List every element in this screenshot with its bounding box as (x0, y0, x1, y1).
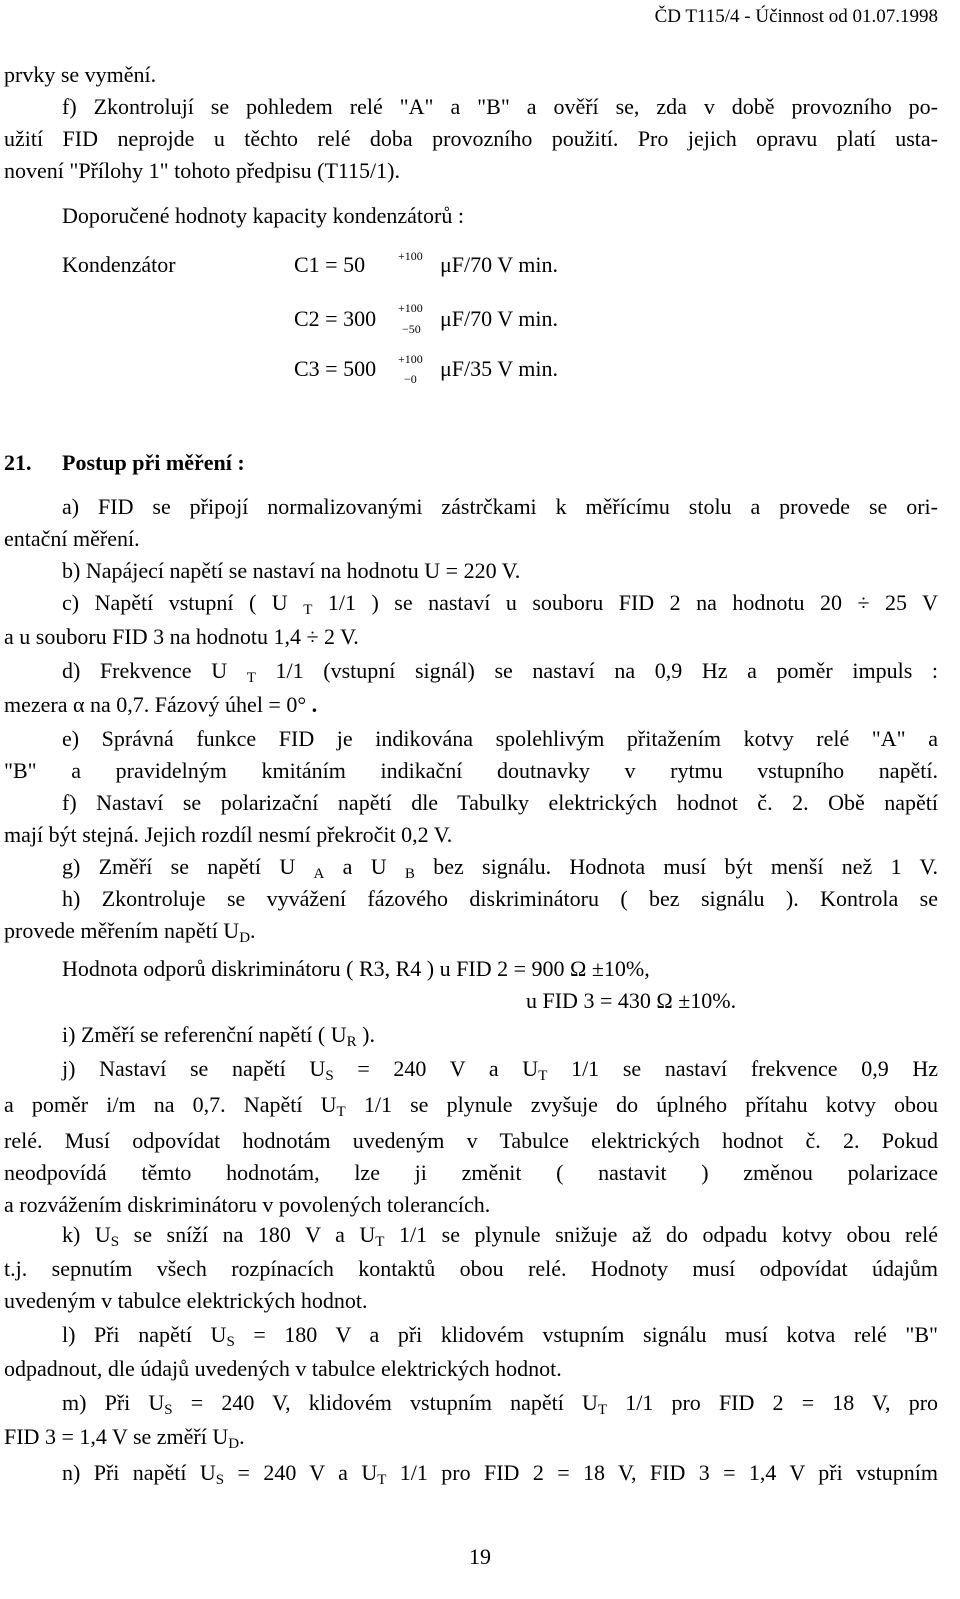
text-line: a u souboru FID 3 na hodnotu 1,4 ÷ 2 V. (4, 624, 359, 649)
section-heading: Postup při měření : (62, 450, 245, 475)
capacitor-c1-plus-tolerance: +100 (398, 249, 423, 263)
text-line: e) Správná funkce FID je indikována spolehlivým přitažením kotvy relé "A" a (62, 726, 938, 751)
capacitor-c3-plus-tolerance: +100 (398, 352, 423, 366)
text-line: g) Změří se napětí U $_A$ a U $_B$ bez signálu. Hodnota musí být menší než 1 V. (62, 854, 939, 882)
text-line: uvedeným v tabulce elektrických hodnot. (4, 1288, 368, 1313)
text-line: Hodnota odporů diskriminátoru ( R3, R4 ) u FID 2 = 900 Ω ±10%, (62, 956, 650, 981)
text-line: entační měření. (4, 526, 140, 551)
text-line: i) Změří se referenční napětí ( $U_R$ ). (62, 1022, 375, 1050)
text-line: c) Napětí vstupní ( U $_T$ 1/1 ) se nastaví u souboru FID 2 na hodnotu 20 ÷ 25 V (62, 590, 939, 618)
capacitor-c1-unit: μF/70 V min. (440, 252, 558, 277)
text-line: mezera α na 0,7. Fázový úhel = 0° . (4, 692, 318, 717)
capacitor-c2-plus-tolerance: +100 (398, 301, 423, 315)
text-line: l) Při napětí $U_S = 180$ V a při klidovém vstupním signálu musí kotva relé "B" (62, 1322, 938, 1350)
text-line: užití FID neprojde u těchto relé doba provozního použití. Pro jejich opravu platí usta- (4, 126, 938, 151)
text-line: m) Při $U_S = 240$ V, klidovém vstupním napětí $U_T$ 1/1 pro FID 2 = 18 V, pro (62, 1390, 939, 1418)
document-header: ČD T115/4 - Účinnost od 01.07.1998 (654, 6, 938, 27)
text-line: odpadnout, dle údajů uvedených v tabulce elektrických hodnot. (4, 1356, 562, 1381)
capacitor-label: Kondenzátor (62, 252, 176, 277)
capacitor-c2-name: C2 = 300 (294, 306, 377, 331)
text-line: neodpovídá těmto hodnotám, lze ji změnit ( nastavit ) změnou polarizace (4, 1160, 938, 1185)
text-line: mají být stejná. Jejich rozdíl nesmí překročit 0,2 V. (4, 822, 453, 847)
capacitor-c1-name: C1 = 50 (294, 252, 366, 277)
section-number: 21. (4, 450, 32, 475)
text-line: j) Nastaví se napětí $U_S = 240$ V a $U_T$ 1/1 se nastaví frekvence 0,9 Hz (62, 1056, 939, 1084)
capacitor-c3-minus-tolerance: −0 (404, 372, 417, 386)
text-line: b) Napájecí napětí se nastaví na hodnotu U = 220 V. (62, 558, 521, 583)
text-line: n) Při napětí $U_S = 240$ V a $U_T$ 1/1 pro FID 2 = 18 V, FID 3 = 1,4 V při vstupním (62, 1460, 938, 1488)
text-line: relé. Musí odpovídat hodnotám uvedeným v Tabulce elektrických hodnot č. 2. Pokud (4, 1128, 938, 1153)
text-line: Doporučené hodnoty kapacity kondenzátorů : (62, 203, 464, 228)
text-line: novení "Přílohy 1" tohoto předpisu (T115/1). (4, 158, 400, 183)
text-line: "B" a pravidelným kmitáním indikační doutnavky v rytmu vstupního napětí. (4, 758, 938, 783)
text-line: f) Zkontrolují se pohledem relé "A" a "B" a ověří se, zda v době provozního po- (62, 94, 938, 119)
capacitor-c2-unit: μF/70 V min. (440, 306, 558, 331)
text-line: k) $U_S$ se sníží na 180 V a $U_T$ 1/1 se plynule snižuje až do odpadu kotvy obou relé (62, 1222, 939, 1250)
text-line: provede měřením napětí $U_D$. (4, 918, 256, 946)
text-line: a rozvážením diskriminátoru v povolených tolerancích. (4, 1192, 491, 1217)
text-line: FID 3 = 1,4 V se změří $U_D$. (4, 1424, 245, 1452)
page-number: 19 (469, 1544, 491, 1569)
text-line: f) Nastaví se polarizační napětí dle Tabulky elektrických hodnot č. 2. Obě napětí (62, 790, 938, 815)
capacitor-c3-name: C3 = 500 (294, 356, 377, 381)
text-line: a poměr i/m na 0,7. Napětí $U_T$ 1/1 se plynule zvyšuje do úplného přítahu kotvy obou (4, 1092, 938, 1120)
text-line: u FID 3 = 430 Ω ±10%. (526, 988, 737, 1013)
text-line: prvky se vymění. (4, 62, 157, 87)
text-line: t.j. sepnutím všech rozpínacích kontaktů obou relé. Hodnoty musí odpovídat údajům (4, 1256, 938, 1281)
text-line: h) Zkontroluje se vyvážení fázového diskriminátoru ( bez signálu ). Kontrola se (62, 886, 938, 911)
capacitor-c2-minus-tolerance: −50 (402, 322, 421, 336)
text-line: d) Frekvence U $_T$ 1/1 (vstupní signál) se nastaví na 0,9 Hz a poměr impuls : (62, 658, 939, 686)
text-line: a) FID se připojí normalizovanými zástrčkami k měřícímu stolu a provede se ori- (62, 494, 938, 519)
capacitor-c3-unit: μF/35 V min. (440, 356, 558, 381)
